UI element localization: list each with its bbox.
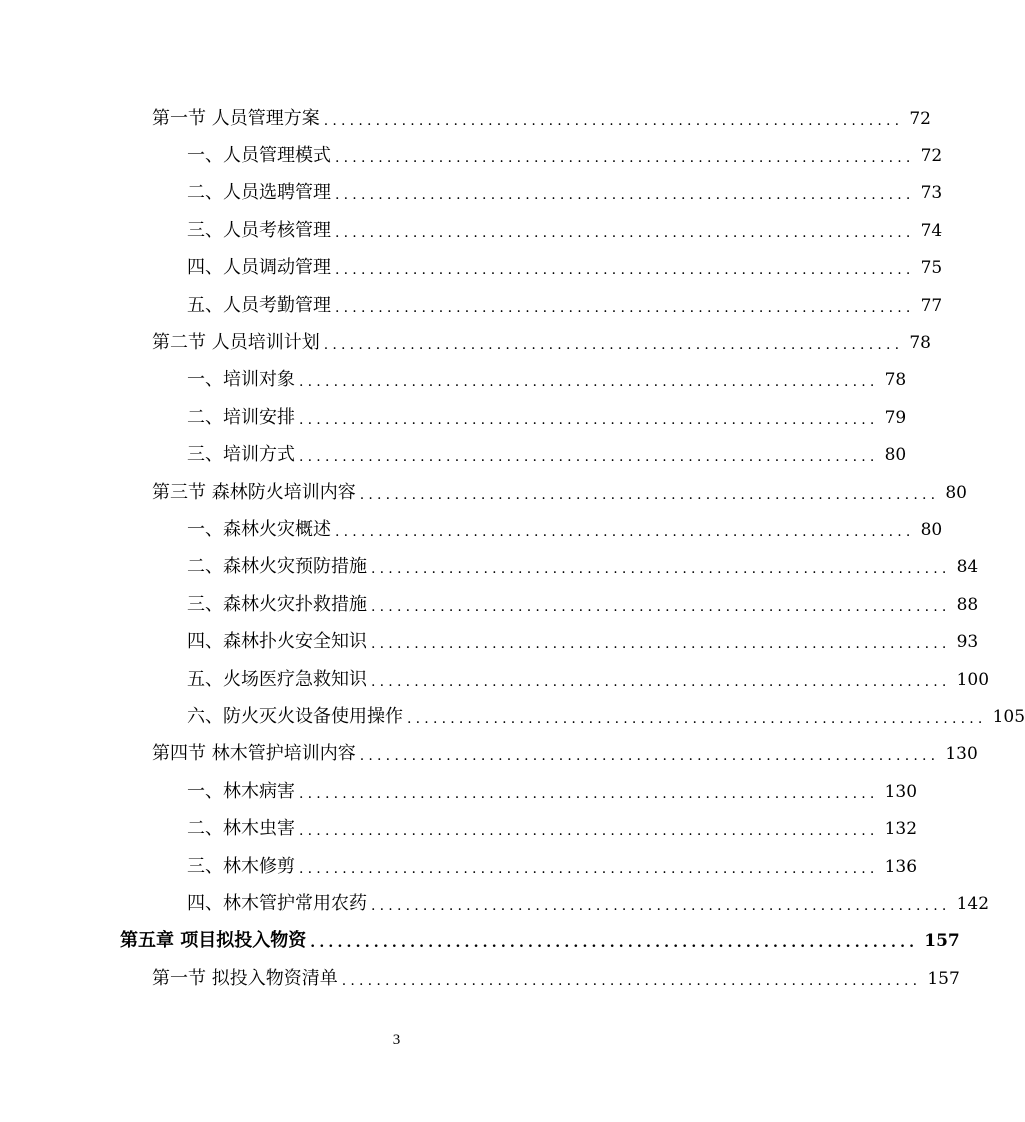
toc-entry[interactable] <box>0 100 931 137</box>
toc-entry[interactable] <box>0 324 931 361</box>
toc-chapter-entry[interactable] <box>0 923 960 960</box>
toc-dot-leader: ................................................................... <box>371 598 951 615</box>
toc-entry[interactable] <box>0 549 979 586</box>
toc-entry-title: 一、森林火灾概述 <box>187 518 331 540</box>
toc-entry-title: 四、人员调动管理 <box>187 257 331 279</box>
toc-entry-title: 二、林木虫害 <box>187 818 295 840</box>
toc-page-number: 157 <box>924 931 960 952</box>
toc-dot-leader: ................................................................... <box>371 561 951 578</box>
toc-dot-leader: ................................................................... <box>335 299 915 316</box>
toc-entry-title: 三、培训方式 <box>187 444 295 466</box>
toc-page-number: 80 <box>884 445 907 466</box>
toc-entry-title: 三、人员考核管理 <box>187 219 331 241</box>
toc-dot-leader: ................................................................... <box>335 187 915 204</box>
toc-entry[interactable] <box>0 250 943 287</box>
toc-entry-title: 一、人员管理模式 <box>187 145 331 167</box>
toc-dot-leader: ................................................................... <box>323 112 904 129</box>
toc-page-number: 77 <box>920 295 943 316</box>
toc-entry-title: 第一节 人员管理方案 <box>152 107 320 129</box>
toc-entry-title: 第一节 拟投入物资清单 <box>152 967 338 989</box>
toc-dot-leader: ................................................................... <box>371 673 951 690</box>
toc-dot-leader: ................................................................... <box>299 823 879 840</box>
toc-dot-leader: ................................................................... <box>299 449 879 466</box>
toc-page-number: 78 <box>909 333 931 354</box>
toc-page-number: 93 <box>956 632 979 653</box>
toc-entry-title: 第四节 林木管护培训内容 <box>152 743 356 765</box>
toc-entry-title: 第二节 人员培训计划 <box>152 332 320 354</box>
toc-page-number: 132 <box>884 819 918 840</box>
toc-page-number: 80 <box>945 482 967 503</box>
toc-entry[interactable] <box>0 960 960 997</box>
toc-entry[interactable] <box>0 698 1025 735</box>
toc-dot-leader: ................................................................... <box>359 486 940 503</box>
toc-entry[interactable] <box>0 287 943 324</box>
toc-dot-leader: ................................................................... <box>371 897 951 914</box>
footer-page-number: 3 <box>392 1032 401 1048</box>
toc-entry-title: 一、培训对象 <box>187 369 295 391</box>
toc-entry-title: 四、森林扑火安全知识 <box>187 631 367 653</box>
toc-page-number: 157 <box>927 968 960 989</box>
toc-entry-title: 六、防火灭火设备使用操作 <box>187 705 403 727</box>
toc-entry[interactable] <box>0 773 918 810</box>
toc-entry[interactable] <box>0 399 907 436</box>
toc-entry-title: 二、森林火灾预防措施 <box>187 556 367 578</box>
toc-entry[interactable] <box>0 437 907 474</box>
toc-entry[interactable] <box>0 511 943 548</box>
toc-entry-title: 三、森林火灾扑救措施 <box>187 593 367 615</box>
toc-dot-leader: ................................................................... <box>310 935 919 952</box>
toc-entry[interactable] <box>0 474 967 511</box>
toc-page-number: 74 <box>920 220 943 241</box>
toc-entry-title: 一、林木病害 <box>187 780 295 802</box>
toc-page-number: 78 <box>884 370 907 391</box>
toc-dot-leader: ................................................................... <box>323 337 904 354</box>
toc-entry-title: 四、林木管护常用农药 <box>187 892 367 914</box>
toc-dot-leader: ................................................................... <box>335 150 915 167</box>
toc-entry[interactable] <box>0 586 979 623</box>
toc-entry[interactable] <box>0 362 907 399</box>
toc-dot-leader: ................................................................... <box>299 411 879 428</box>
toc-page-number: 75 <box>920 258 943 279</box>
toc-page-number: 105 <box>992 706 1025 727</box>
toc-page-number: 80 <box>920 519 943 540</box>
toc-dot-leader: ................................................................... <box>371 636 951 653</box>
toc-dot-leader: ................................................................... <box>335 224 915 241</box>
toc-dot-leader: ................................................................... <box>335 262 915 279</box>
toc-entry[interactable] <box>0 212 943 249</box>
toc-entry[interactable] <box>0 810 918 847</box>
toc-entry[interactable] <box>0 623 979 660</box>
toc-dot-leader: ................................................................... <box>335 523 915 540</box>
toc-dot-leader: ................................................................... <box>299 374 879 391</box>
toc-entry-title: 五、火场医疗急救知识 <box>187 668 367 690</box>
toc-entry-title: 二、人员选聘管理 <box>187 182 331 204</box>
toc-entry[interactable] <box>0 137 943 174</box>
toc-entry-title: 第三节 森林防火培训内容 <box>152 481 356 503</box>
toc-page-number: 72 <box>909 108 931 129</box>
toc-page-number: 88 <box>956 594 979 615</box>
toc-entry-title: 三、林木修剪 <box>187 855 295 877</box>
toc-page-number: 79 <box>884 407 907 428</box>
toc-dot-leader: ................................................................... <box>299 860 879 877</box>
toc-entry[interactable] <box>0 848 918 885</box>
toc-entry[interactable] <box>0 885 990 922</box>
toc-page-number: 100 <box>956 669 990 690</box>
toc-entry-title: 第五章 项目拟投入物资 <box>120 930 307 952</box>
toc-page-number: 130 <box>884 781 918 802</box>
toc-dot-leader: ................................................................... <box>359 748 940 765</box>
toc-page-number: 136 <box>884 856 918 877</box>
toc-entry[interactable] <box>0 175 943 212</box>
toc-dot-leader: ................................................................... <box>299 785 879 802</box>
toc-entry-title: 五、人员考勤管理 <box>187 294 331 316</box>
toc-page-number: 73 <box>920 183 943 204</box>
toc-entry-title: 二、培训安排 <box>187 406 295 428</box>
toc-entry[interactable] <box>0 736 978 773</box>
toc-dot-leader: ................................................................... <box>407 710 987 727</box>
table-of-contents <box>0 100 1025 997</box>
toc-dot-leader: ................................................................... <box>341 972 922 989</box>
toc-page-number: 84 <box>956 557 979 578</box>
toc-page-number: 130 <box>945 744 978 765</box>
toc-page-number: 142 <box>956 893 990 914</box>
toc-page-number: 72 <box>920 146 943 167</box>
toc-entry[interactable] <box>0 661 990 698</box>
